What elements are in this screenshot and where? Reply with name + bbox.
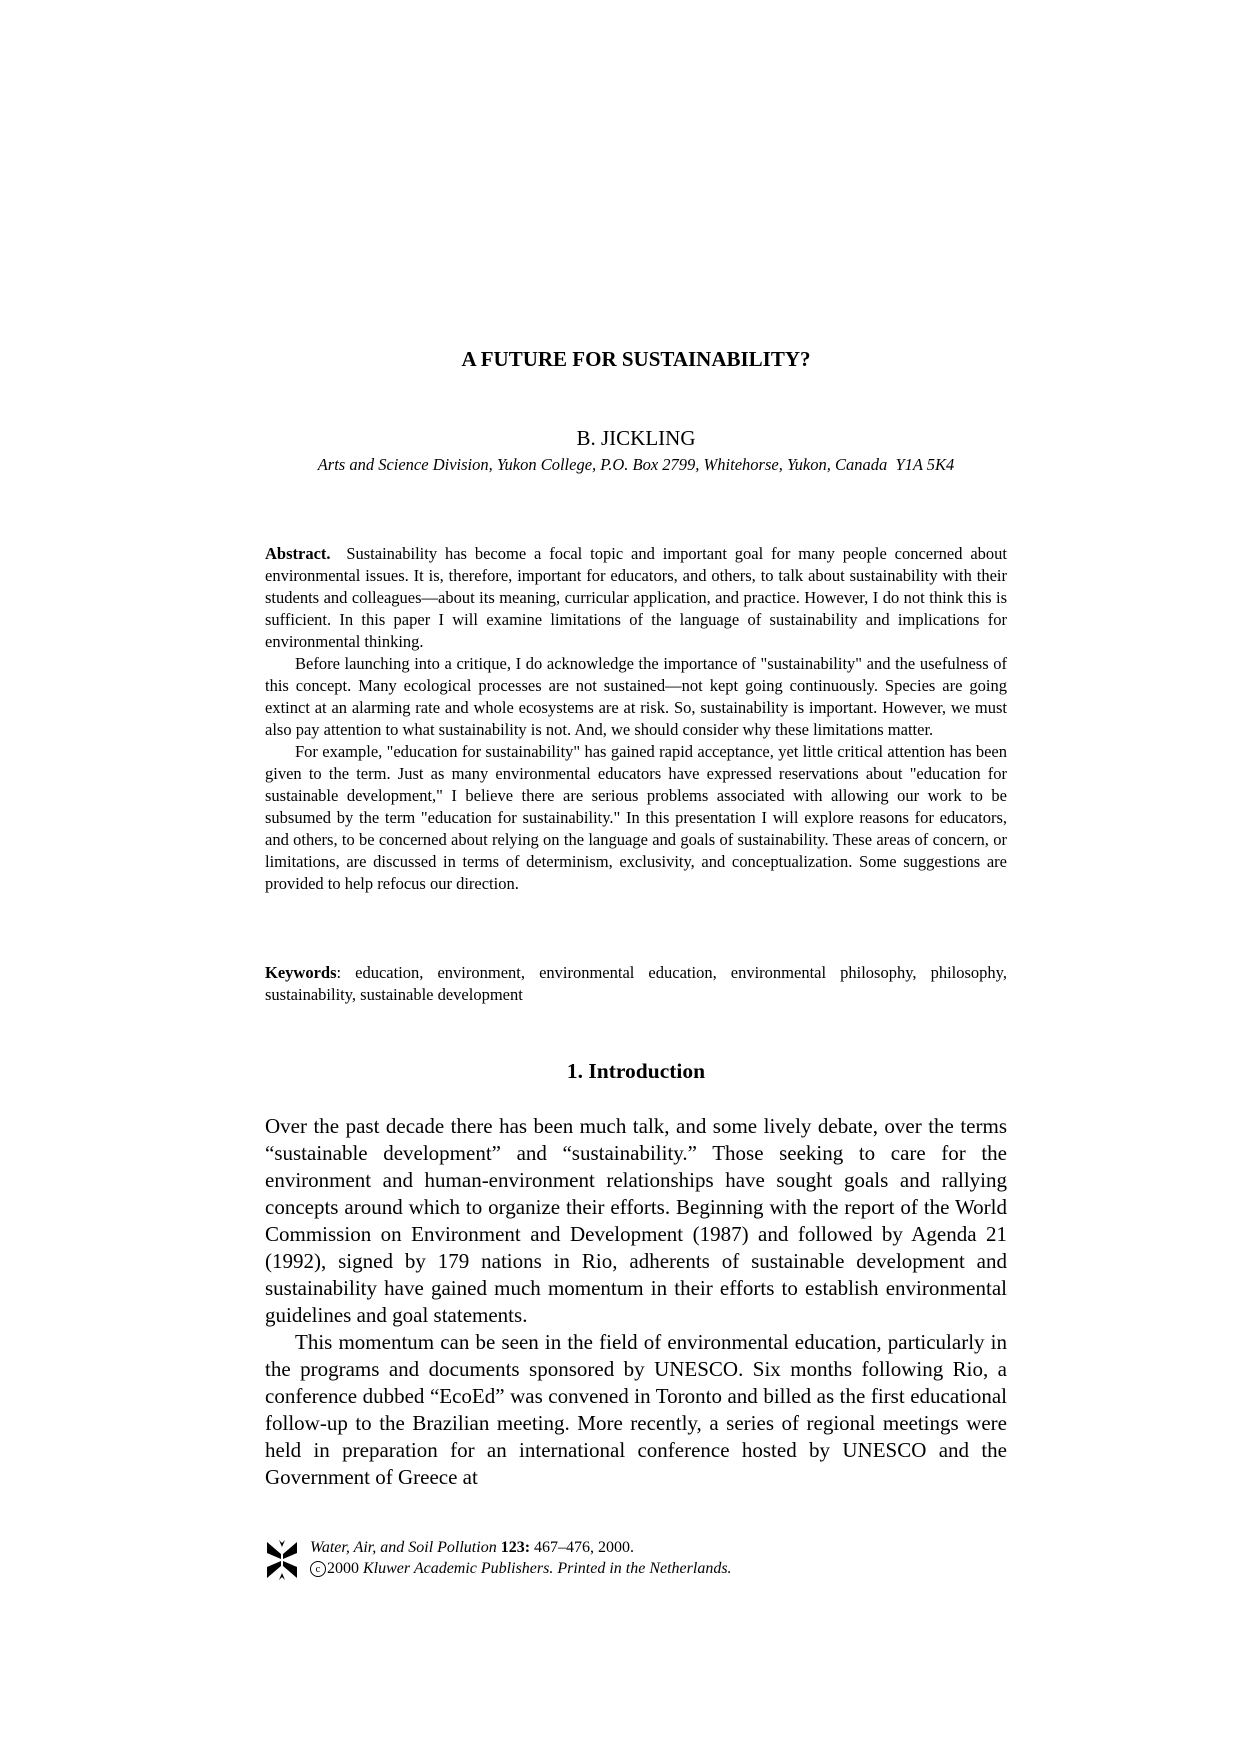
introduction-body [265, 1113, 1007, 1491]
abstract [265, 543, 1007, 895]
paper-title: A FUTURE FOR SUSTAINABILITY? [461, 347, 811, 371]
keywords-text: : education, environment, environmental education, environmental philosophy, philosophy, sustainability, sustainable development [265, 963, 1007, 1004]
copyright-icon: c [310, 1561, 326, 1577]
paper-page [265, 0, 1007, 1755]
citation-line [310, 1537, 732, 1558]
author-affiliation: Arts and Science Division, Yukon College, P.O. Box 2799, Whitehorse, Yukon, Canada Y1A 5K4 [317, 455, 955, 474]
section-heading-introduction: 1. Introduction [566, 1059, 706, 1083]
abstract-text-1: Sustainability has become a focal topic and important goal for many people concerned about environmental issues. It is, therefore, important for educators, and others, to talk about sustainability with their students and colleagues—about its meaning, curricular application, and practice. However, I do not think this is sufficient. In this paper I will examine limitations of the language of sustainability and implications for environmental thinking. [265, 544, 1007, 651]
abstract-paragraph-2: Before launching into a critique, I do acknowledge the importance of "sustainability" and the usefulness of this concept. Many ecological processes are not sustained—not kept going continuously. Species are going extinct at an alarming rate and whole ecosystems are at risk. So, sustainability is important. However, we must also pay attention to what sustainability is not. And, we should consider why these limitations matter. [265, 654, 1007, 739]
copyright-line [310, 1558, 732, 1579]
publisher-name: Kluwer Academic Publishers. Printed in the Netherlands. [363, 1560, 732, 1577]
keywords [265, 962, 1007, 1006]
publisher-footer [265, 1537, 1007, 1585]
kluwer-logo-icon [265, 1539, 299, 1581]
copyright-year: 2000 [327, 1560, 359, 1577]
journal-name: Water, Air, and Soil Pollution [310, 1539, 497, 1556]
introduction-paragraph-1: Over the past decade there has been much talk, and some lively debate, over the terms “sustainable development” and “sustainability.” Those seeking to care for the environment and human-environment relationships have sought goals and rallying concepts around which to organize their efforts. Beginning with the report of the World Commission on Environment and Development (1987) and followed by Agenda 21 (1992), signed by 179 nations in Rio, adherents of sustainable development and sustainability have gained much momentum in their efforts to establish environmental guidelines and goal statements. [265, 1114, 1007, 1327]
author-name: B. JICKLING [576, 426, 696, 450]
citation-block [310, 1537, 732, 1579]
abstract-paragraph-3: For example, "education for sustainability" has gained rapid acceptance, yet little critical attention has been given to the term. Just as many environmental educators have expressed reservations about "education for sustainable development," I believe there are serious problems associated with allowing our work to be subsumed by the term "education for sustainability." In this presentation I will explore reasons for educators, and others, to be concerned about relying on the language and goals of sustainability. These areas of concern, or limitations, are discussed in terms of determinism, exclusivity, and conceptualization. Some suggestions are provided to help refocus our direction. [265, 742, 1007, 893]
abstract-paragraph-1 [265, 543, 1007, 653]
journal-pages: 467–476, 2000. [530, 1539, 635, 1556]
journal-volume: 123: [500, 1539, 531, 1556]
introduction-paragraph-2: This momentum can be seen in the field of environmental education, particularly in the programs and documents sponsored by UNESCO. Six months following Rio, a conference dubbed “EcoEd” was convened in Toronto and billed as the first educational follow-up to the Brazilian meeting. More recently, a series of regional meetings were held in preparation for an international conference hosted by UNESCO and the Government of Greece at [265, 1330, 1007, 1489]
keywords-label: Keywords [265, 963, 337, 982]
abstract-label: Abstract. [265, 544, 331, 563]
